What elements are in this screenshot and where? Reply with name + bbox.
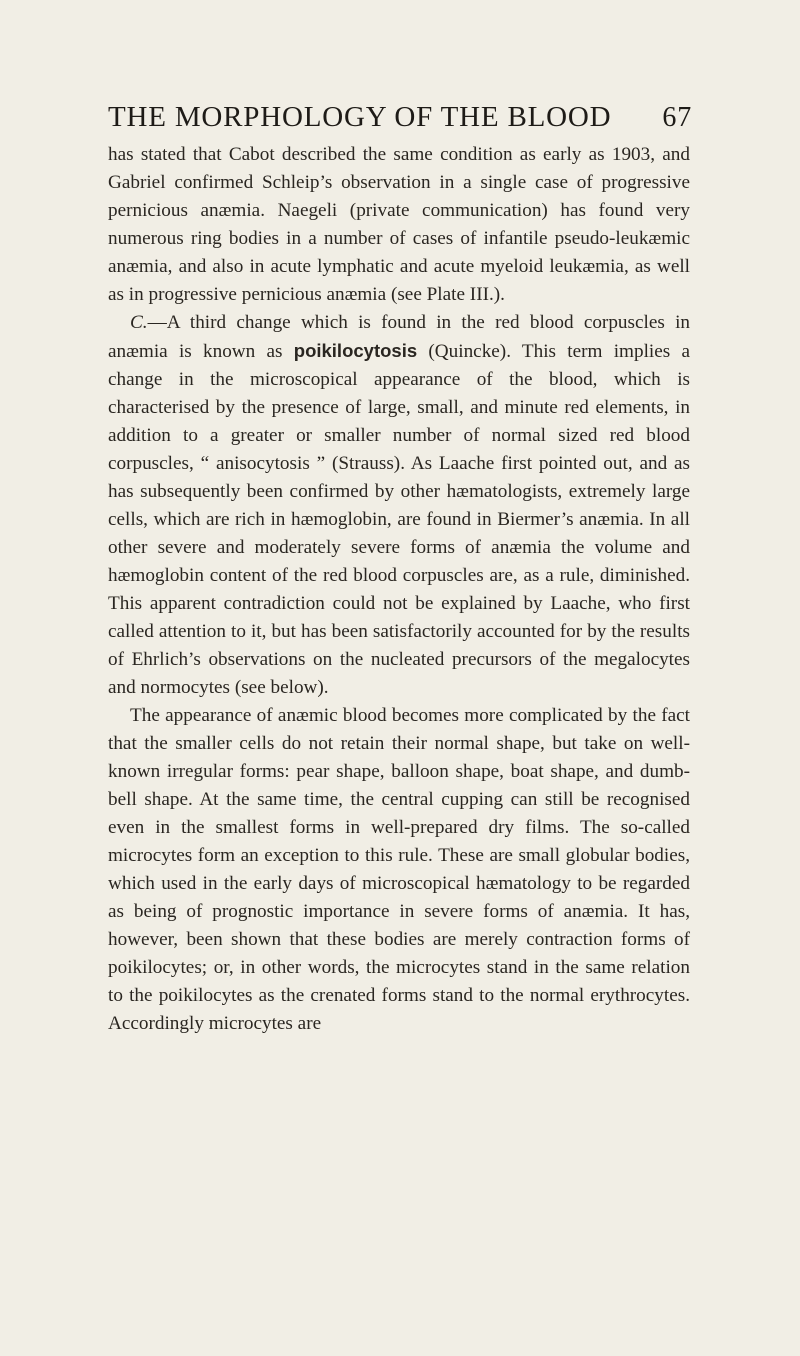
section-label: C. bbox=[130, 312, 148, 333]
paragraph: The appearance of anæmic blood becomes more complicated by the fact that the smaller cells do not retain their normal shape, but take on well-known irregular forms: pear shape, balloon shape, boat shape, and dumb-bell shape. At the same time, the central cupping can still be recognised even in the smallest forms in well-prepared dry films. The so-called microcytes form an exception to this rule. These are small globular bodies, which used in the early days of microscopical hæmatology to be regarded as being of prognostic importance in severe forms of anæmia. It has, however, been shown that these bodies are merely contraction forms of poikilocytes; or, in other words, the microcytes stand in the same relation to the poikilocytes as the crenated forms stand to the normal erythrocytes. Accordingly microcytes are bbox=[108, 705, 690, 1034]
key-term: poikilocytosis bbox=[293, 340, 418, 361]
paragraph-text: (Quincke). This term implies a change in the microscopical appearance of the blood, which is characterised by the presence of large, small, and minute red elements, in addition to a greater or smaller number of normal sized red blood corpuscles, “ anisocytosis ” (Strauss). As Laache first pointed out, and as has subsequently been confirmed by other hæmatologists, extremely large cells, which are rich in hæmoglobin, are found in Biermer’s anæmia. In all other severe and moderately severe forms of anæmia the volume and hæmoglobin content of the red blood corpuscles are, as a rule, diminished. This apparent contradiction could not be explained by Laache, who first called attention to it, but has been satisfactorily accounted for by the results of Ehrlich’s observations on the nucleated precursors of the megalocytes and normocytes (see below). bbox=[108, 341, 690, 698]
running-header bbox=[108, 101, 692, 134]
paragraph-poikilocytosis bbox=[108, 309, 690, 702]
paragraph: has stated that Cabot described the same condition as early as 1903, and Gabriel confirmed Schleip’s observation in a single case of progressive pernicious anæmia. Naegeli (private communication) has found very numerous ring bodies in a number of cases of infantile pseudo-leukæmic anæmia, and also in acute lymphatic and acute myeloid leukæmia, as well as in progressive pernicious anæmia (see Plate III.). bbox=[108, 144, 690, 305]
body-text bbox=[108, 141, 690, 1038]
page-number: 67 bbox=[662, 102, 692, 133]
chapter-title: THE MORPHOLOGY OF THE BLOOD bbox=[108, 101, 612, 133]
paragraph-text: —A third change which is found in the red blood corpuscles in anæmia is known as bbox=[108, 312, 690, 362]
